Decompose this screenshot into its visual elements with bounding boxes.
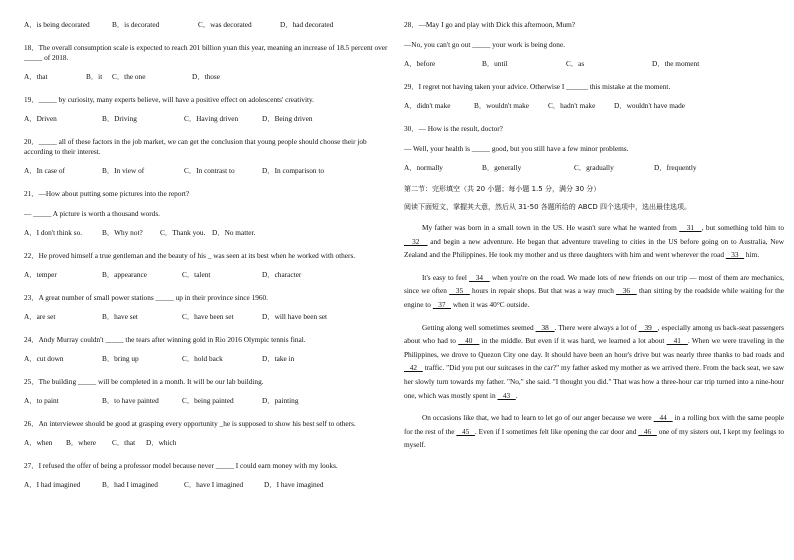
question-text: 24．Andy Murray couldn't _____ the tears after winning gold in Rio 2016 Olympic tennis final. [24, 335, 306, 344]
passage-text: hours in repair shops. But that was a way much [469, 286, 617, 296]
option-a: A．normally [404, 163, 443, 172]
options [404, 163, 784, 173]
passage-text: Getting along well sometimes seemed [422, 322, 536, 332]
options [24, 20, 396, 30]
option-b: B．bring up [102, 354, 139, 363]
option-a: A．that [24, 72, 48, 81]
option-b: B．it [86, 72, 103, 81]
option-d: D．the moment [652, 59, 700, 68]
passage-text: when you're on the road. We made lots of new friends on our trip — most of them are mechanics, since we often [404, 272, 784, 296]
option-a: A．didn't make [404, 101, 451, 110]
question-text-2: — Well, your health is _____ good, but you still have a few minor problems. [404, 144, 629, 153]
option-b: B．had I imagined [102, 480, 158, 489]
right-column [404, 20, 784, 452]
option-d: D．character [262, 270, 302, 279]
option-b: B．In view of [102, 166, 145, 175]
question-text: 20．_____ all of these factors in the job market, we can get the conclusion that young people should choose their job according to their interest. [24, 137, 367, 156]
option-c: C．hadn't make [548, 101, 596, 110]
question-text: 22．He proved himself a true gentleman and the beauty of his _ was seen at its best when he worked with others. [24, 251, 356, 260]
options [24, 396, 396, 406]
question-text: 30．— How is the result, doctor? [404, 124, 503, 133]
question-25 [24, 377, 396, 406]
passage-text: traffic. "Did you put our suitcases in the car?" my father asked my mother as we arrived there. From the back seat, we saw her slowly turn towards my father. "No," she said. "I thought you did." That was how a three-hour car trip turned into a nine-hour one, which was mostly spent in [404, 363, 784, 400]
option-c: C．talent [182, 270, 211, 279]
question-text: 26．An interviewee should be good at grasping every opportunity _he is supposed to show his best self to others. [24, 419, 356, 428]
passage-text: , but something told him to [701, 223, 784, 232]
option-c: C．as [566, 59, 585, 68]
option-c: C．being painted [182, 396, 234, 405]
option-d: D．In comparison to [262, 166, 325, 175]
option-c: C．that [112, 438, 136, 447]
option-a: A．temper [24, 270, 57, 279]
question-text: 25．The building _____ will be completed in a month. It will be our lab building. [24, 377, 264, 386]
question-text: 21．—How about putting some pictures into the report? [24, 189, 190, 198]
section-title: 第二节：完形填空（共 20 小题；每小题 1.5 分，满分 30 分） [404, 185, 601, 193]
option-c: C．have I imagined [184, 480, 244, 489]
options [24, 312, 396, 322]
cloze-blank: 37 [432, 299, 452, 309]
passage-paragraph [404, 221, 784, 262]
option-b: B．wouldn't make [474, 101, 530, 110]
cloze-blank: 41 [666, 336, 688, 346]
option-c: C．Having driven [184, 114, 239, 123]
option-d: D．No matter. [212, 228, 256, 237]
passage-text: On occasions like that, we had to learn to let go of our anger because we were [422, 413, 654, 423]
options [24, 72, 396, 82]
question-18 [24, 43, 396, 82]
cloze-blank: 46 [638, 426, 657, 436]
option-d: D．frequently [654, 163, 697, 172]
question-29 [404, 82, 784, 111]
option-b: B．where [66, 438, 96, 447]
question-30 [404, 124, 784, 173]
cloze-blank: 44 [653, 413, 673, 423]
passage-text: My father was born in a small town in the US. He wasn't sure what he wanted from [422, 223, 680, 232]
section-instructions: 阅读下面短文，掌握其大意，然后从 31-50 各题所给的 ABCD 四个选项中，选出最佳选项。 [404, 203, 691, 211]
option-a: A．to paint [24, 396, 59, 405]
passage-text: in the middle. But even if it was hard, we learned a lot about [479, 336, 667, 346]
passage-text: than sitting by the roadside while waiting for the engine to [404, 286, 784, 309]
option-b: B．is decorated [112, 20, 160, 29]
cloze-blank: 38 [535, 322, 555, 332]
option-b: B．to have painted [102, 396, 159, 405]
option-d: D．Being driven [262, 114, 313, 123]
passage-text: when it was 40°C outside. [451, 299, 530, 309]
cloze-passage [404, 221, 784, 452]
question-28 [404, 20, 784, 69]
passage-text: him. [744, 250, 760, 260]
passage-text: . When we were traveling in the Philippines, we drove to Quezon City one day. It should have been an hour's drive but was nearly three thanks to bad roads and [404, 336, 784, 359]
option-d: D．those [192, 72, 220, 81]
option-a: A．I had imagined [24, 480, 81, 489]
passage-text: . [515, 390, 518, 400]
option-d: D．I have imagined [264, 480, 324, 489]
question-24 [24, 335, 396, 364]
option-c: C．was decorated [198, 20, 252, 29]
question-19 [24, 95, 396, 124]
options [404, 101, 784, 111]
passage-paragraph [404, 411, 784, 452]
option-c: C．hold back [182, 354, 223, 363]
cloze-blank: 36 [616, 286, 637, 296]
cloze-blank: 35 [449, 286, 470, 296]
option-a: A．before [404, 59, 436, 68]
question-text-2: —No, you can't go out _____ your work is being done. [404, 40, 566, 49]
option-d: D．will have been set [262, 312, 328, 321]
options [24, 228, 396, 238]
question-text: 23．A great number of small power stations _____ up in their province since 1960. [24, 293, 268, 302]
question-21 [24, 189, 396, 238]
cloze-blank: 43 [497, 390, 516, 400]
question-17 [24, 20, 396, 30]
question-20 [24, 137, 396, 176]
passage-text: It's easy to feel [422, 272, 470, 282]
passage-text: . Even if I sometimes felt like opening the car door and [474, 426, 639, 436]
options [24, 438, 396, 448]
option-c: C．gradually [574, 163, 614, 172]
option-c: C．have been set [182, 312, 234, 321]
option-a: A．cut down [24, 354, 64, 363]
cloze-blank: 31 [679, 223, 702, 232]
options [24, 270, 396, 280]
option-d: D．which [146, 438, 177, 447]
options [404, 59, 784, 69]
option-d: D．wouldn't have made [614, 101, 686, 110]
option-b: B．Why not? [102, 228, 143, 237]
option-a: A．are set [24, 312, 56, 321]
cloze-blank: 39 [638, 322, 658, 332]
cloze-blank: 40 [458, 336, 480, 346]
passage-paragraph [404, 271, 784, 312]
question-text: 18．The overall consumption scale is expected to reach 201 billion yuan this year, meaning an increase of 18.5 percent over _____ of 2018. [24, 43, 388, 62]
options [24, 114, 396, 124]
cloze-blank: 42 [404, 363, 423, 373]
option-a: A．In case of [24, 166, 65, 175]
question-22 [24, 251, 396, 280]
option-d: D．painting [262, 396, 299, 405]
question-text: 19．_____ by curiosity, many experts believe, will have a positive effect on adolescents' creativity. [24, 95, 314, 104]
left-column [24, 20, 396, 490]
question-27 [24, 461, 396, 490]
question-text: 27．I refused the offer of being a professor model because never _____ I could earn money with my looks. [24, 461, 338, 470]
question-text: 29．I regret not having taken your advice. Otherwise I ______ this mistake at the moment. [404, 82, 671, 91]
option-d: D．had decorated [280, 20, 334, 29]
option-c: C．In contrast to [184, 166, 235, 175]
option-a: A．when [24, 438, 53, 447]
option-c: C．Thank you. [160, 228, 206, 237]
question-text-2: — _____ A picture is worth a thousand words. [24, 209, 160, 218]
option-b: B．until [482, 59, 508, 68]
option-a: A．I don't think so. [24, 228, 83, 237]
passage-text: . There were always a lot of [554, 322, 639, 332]
passage-text: , especially among us back-seat passengers about who had to [404, 322, 785, 346]
option-b: B．generally [482, 163, 522, 172]
question-26 [24, 419, 396, 448]
option-b: B．Driving [102, 114, 137, 123]
option-c: C．the one [112, 72, 146, 81]
question-text: 28．—May I go and play with Dick this afternoon, Mum? [404, 20, 576, 29]
passage-text: one of my sisters out, I kept my feelings to myself. [404, 426, 784, 450]
option-b: B．appearance [102, 270, 147, 279]
option-a: A．is being decorated [24, 20, 90, 29]
options [24, 354, 396, 364]
option-d: D．take in [262, 354, 295, 363]
question-23 [24, 293, 396, 322]
option-b: B．have set [102, 312, 138, 321]
option-a: A．Driven [24, 114, 57, 123]
passage-text: and begin a new adventure. He began that adventure traveling to cities in the US before going on to Australia, New Zealand and the Philippines. He took my mother and us three daughters with him and went wherever the road [404, 236, 784, 260]
passage-text: in a rolling box with the same people for the rest of the [404, 413, 784, 436]
options [24, 166, 396, 176]
options [24, 480, 396, 490]
cloze-blank: 32 [404, 236, 428, 246]
cloze-blank: 34 [469, 272, 490, 282]
passage-paragraph [404, 321, 784, 403]
cloze-blank: 45 [456, 426, 475, 436]
cloze-blank: 33 [725, 250, 745, 260]
